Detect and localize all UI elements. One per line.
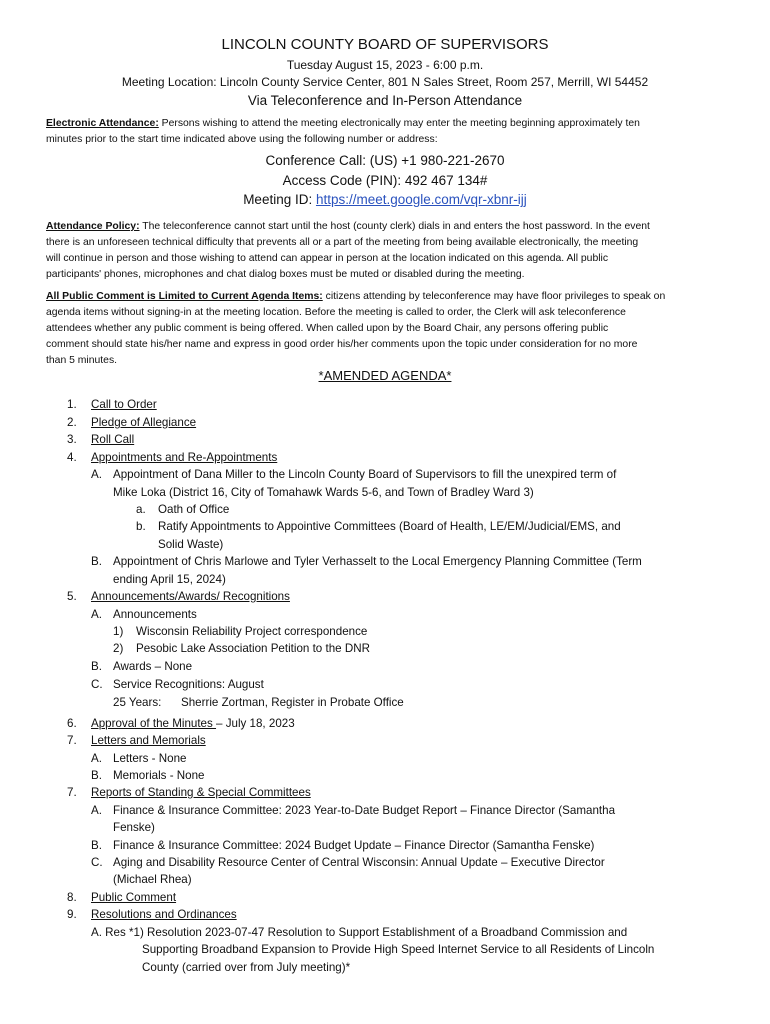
agenda-item — [67, 432, 134, 448]
agenda-item — [67, 450, 277, 466]
item-number: 6. — [67, 717, 77, 730]
item-text: Oath of Office — [158, 503, 230, 516]
item-text: Appointment of Dana Miller to the Lincoln County Board of Supervisors to fill the unexpired term of — [113, 468, 617, 481]
public-comment-label: All Public Comment is Limited to Current Agenda Items: — [46, 291, 323, 302]
meeting-date: Tuesday August 15, 2023 - 6:00 p.m. — [286, 58, 484, 72]
agenda-subsubitem — [136, 519, 621, 535]
agenda-item — [67, 716, 295, 732]
item-letter: 1) — [113, 625, 124, 638]
agenda-subitem — [91, 659, 192, 675]
item-text: Pesobic Lake Association Petition to the DNR — [136, 642, 370, 655]
item-text: Appointment of Chris Marlowe and Tyler Verhasselt to the Local Emergency Planning Committee (Term — [113, 555, 642, 568]
item-number: 2. — [67, 416, 77, 429]
agenda-item — [67, 415, 196, 431]
agenda-subitem-cont: (Michael Rhea) — [113, 873, 192, 886]
item-title: Letters and Memorials — [91, 734, 206, 747]
item-title: Appointments and Re-Appointments — [91, 451, 278, 464]
item-text: Wisconsin Reliability Project correspondence — [136, 625, 368, 638]
item-title: Approval of the Minutes — [91, 717, 217, 730]
item-letter: a. — [136, 503, 146, 516]
item-number: 9. — [67, 908, 77, 921]
meeting-link[interactable]: https://meet.google.com/vqr-xbnr-ijj — [315, 192, 527, 207]
policy-line-4: participants' phones, microphones and chat dialog boxes must be muted or disabled during the meeting. — [46, 269, 525, 280]
agenda-subitem-cont: Mike Loka (District 16, City of Tomahawk Wards 5-6, and Town of Bradley Ward 3) — [113, 486, 534, 499]
page-title: LINCOLN COUNTY BOARD OF SUPERVISORS — [221, 36, 549, 53]
item-text: Aging and Disability Resource Center of Central Wisconsin: Annual Update – Executive Director — [113, 856, 605, 869]
item-title: Roll Call — [91, 433, 135, 446]
agenda-subitem-cont: ending April 15, 2024) — [113, 573, 226, 586]
item-letter: C. — [91, 856, 103, 869]
item-text: Finance & Insurance Committee: 2023 Year-to-Date Budget Report – Finance Director (Samantha — [113, 804, 616, 817]
item-number: 7. — [67, 786, 77, 799]
item-title: Announcements/Awards/ Recognitions — [91, 590, 290, 603]
item-text: Service Recognitions: August — [113, 678, 264, 691]
item-letter: B. — [91, 555, 102, 568]
item-date: – July 18, 2023 — [216, 717, 295, 730]
item-text: Finance & Insurance Committee: 2024 Budget Update – Finance Director (Samantha Fenske) — [113, 839, 595, 852]
attendance-policy-label: Attendance Policy: — [46, 221, 140, 232]
agenda-subitem — [91, 607, 197, 623]
years-label: 25 Years: — [113, 696, 162, 709]
agenda-subitem-cont: Fenske) — [113, 821, 155, 834]
resolution-line: A. Res *1) Resolution 2023-07-47 Resolution to Support Establishment of a Broadband Commission and — [91, 926, 628, 939]
item-letter: b. — [136, 520, 146, 533]
item-letter: 2) — [113, 642, 124, 655]
item-letter: B. — [91, 660, 102, 673]
item-number: 3. — [67, 433, 77, 446]
agenda-item — [67, 733, 206, 749]
agenda-item — [67, 397, 157, 413]
comment-line-1: citizens attending by teleconference may have floor privileges to speak on — [322, 291, 666, 302]
resolution-line-cont: County (carried over from July meeting)* — [142, 961, 351, 974]
resolution-line-cont: Supporting Broadband Expansion to Provide High Speed Internet Service to all Residents of Lincoln — [142, 943, 655, 956]
item-title: Public Comment — [91, 891, 177, 904]
agenda-item — [67, 890, 176, 906]
agenda-subitem — [91, 677, 264, 693]
agenda-subitem — [91, 554, 642, 570]
agenda-subitem — [91, 467, 616, 483]
service-recognition — [113, 695, 404, 711]
item-number: 1. — [67, 398, 77, 411]
agenda-heading: *AMENDED AGENDA* — [318, 368, 452, 383]
meeting-id — [0, 192, 770, 207]
attendance-mode: Via Teleconference and In-Person Attendance — [247, 93, 523, 108]
comment-line-5: than 5 minutes. — [46, 355, 118, 366]
electronic-attendance-paragraph — [46, 116, 726, 148]
agenda-subitem — [91, 838, 594, 854]
meeting-location: Meeting Location: Lincoln County Service Center, 801 N Sales Street, Room 257, Merrill, WI 54452 — [121, 75, 649, 89]
item-letter: B. — [91, 769, 102, 782]
agenda-item — [67, 785, 311, 801]
item-letter: C. — [91, 678, 103, 691]
agenda-item — [67, 589, 290, 605]
agenda-subsubitem — [113, 641, 370, 657]
item-letter: A. — [91, 804, 102, 817]
comment-line-2: agenda items without signing-in at the meeting location. Before the meeting is called to order, the Clerk will ask teleconference — [46, 307, 626, 318]
policy-line-1: The teleconference cannot start until the host (county clerk) dials in and enters the host password. In the event — [139, 221, 650, 232]
public-comment-paragraph — [46, 289, 726, 369]
item-number: 7. — [67, 734, 77, 747]
agenda-subitem — [91, 803, 615, 819]
item-title: Pledge of Allegiance — [91, 416, 197, 429]
electronic-attendance-label: Electronic Attendance: — [46, 118, 159, 129]
item-text: Memorials - None — [113, 769, 205, 782]
item-letter: A. — [91, 752, 102, 765]
conference-call: Conference Call: (US) +1 980-221-2670 — [265, 153, 505, 168]
meeting-id-label: Meeting ID: — [243, 192, 316, 207]
policy-line-3: will continue in person and those wishing to attend can appear in person at the location indicated on this agenda. All public — [46, 253, 609, 264]
item-letter: A. — [91, 468, 102, 481]
item-number: 4. — [67, 451, 77, 464]
item-title: Resolutions and Ordinances — [91, 908, 237, 921]
attendance-policy-paragraph — [46, 219, 726, 283]
item-title: Reports of Standing & Special Committees — [91, 786, 311, 799]
comment-line-4: comment should state his/her name and express in good order his/her comments upon the topic under consideration for no more — [46, 339, 638, 350]
item-letter: A. — [91, 608, 102, 621]
agenda-item — [67, 907, 237, 923]
item-title: Call to Order — [91, 398, 157, 411]
electronic-text-1: Persons wishing to attend the meeting electronically may enter the meeting beginning approximately ten — [158, 118, 640, 129]
agenda-subitem — [91, 768, 205, 784]
agenda-subitem — [91, 751, 186, 767]
access-code: Access Code (PIN): 492 467 134# — [282, 173, 488, 188]
item-text: Letters - None — [113, 752, 187, 765]
agenda-subsubitem — [136, 502, 229, 518]
item-text: Awards – None — [113, 660, 193, 673]
policy-line-2: there is an unforeseen technical difficulty that prevents all or a part of the meeting from being available electronically, the meeting — [46, 237, 639, 248]
item-number: 8. — [67, 891, 77, 904]
item-text: Ratify Appointments to Appointive Committees (Board of Health, LE/EM/Judicial/EMS, and — [158, 520, 621, 533]
comment-line-3: attendees whether any public comment is being offered. When called upon by the Board Chair, any persons offering public — [46, 323, 609, 334]
agenda-subsubitem — [113, 624, 367, 640]
item-text: Announcements — [113, 608, 197, 621]
item-number: 5. — [67, 590, 77, 603]
agenda-subsubitem-cont: Solid Waste) — [158, 538, 224, 551]
item-letter: B. — [91, 839, 102, 852]
electronic-text-2: minutes prior to the start time indicated above using the following number or address: — [46, 134, 438, 145]
honoree: Sherrie Zortman, Register in Probate Office — [181, 696, 404, 709]
agenda-subitem — [91, 855, 605, 871]
